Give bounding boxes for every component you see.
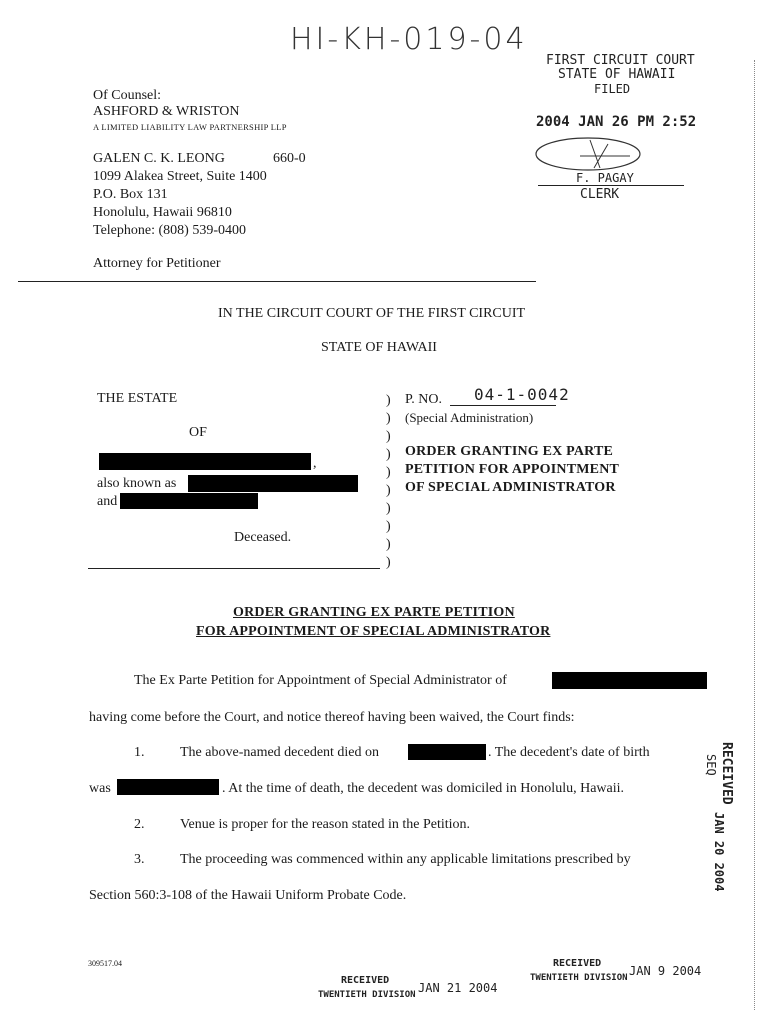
footer-stamp1-line1: RECEIVED [341, 975, 390, 986]
caption-bottom-line [88, 568, 380, 569]
item2-text: Venue is proper for the reason stated in the Petition. [180, 817, 471, 832]
caption-of: OF [189, 425, 207, 440]
firm-type: A LIMITED LIABILITY LAW PARTNERSHIP LLP [93, 122, 287, 132]
filed-stamp-line3: FILED [594, 82, 631, 96]
pno-label: P. NO. [405, 392, 442, 407]
footer-stamp1-line2: TWENTIETH DIVISION [318, 990, 416, 1000]
item1-text-c: was [89, 781, 111, 796]
item3-text-b: Section 560:3-108 of the Hawaii Uniform Probate Code. [89, 888, 407, 903]
redaction-date-of-death [408, 744, 486, 760]
caption-aka: also known as [97, 476, 177, 491]
court-line2: STATE OF HAWAII [321, 340, 437, 355]
footer-stamp2-line1: RECEIVED [553, 958, 602, 969]
divider-line [18, 281, 536, 282]
address-line1: 1099 Alakea Street, Suite 1400 [93, 169, 267, 184]
document-id: 309517.04 [88, 959, 122, 968]
address-line3: Honolulu, Hawaii 96810 [93, 205, 232, 220]
order-heading-line2: FOR APPOINTMENT OF SPECIAL ADMINISTRATOR [196, 624, 551, 639]
footer-stamp2-line2: TWENTIETH DIVISION [530, 973, 628, 983]
pno-value: 04-1-0042 [474, 385, 570, 404]
margin-dotted-line [754, 60, 755, 1010]
footer-stamp2-date: JAN 9 2004 [629, 964, 702, 978]
attorney-number: 660-0 [273, 151, 306, 166]
redaction-and-name [120, 493, 258, 509]
redaction-petition-name [552, 672, 707, 689]
filed-stamp-line1: FIRST CIRCUIT COURT [546, 53, 695, 68]
redaction-aka-name [188, 475, 358, 492]
intro-line2: having come before the Court, and notice thereof having been waived, the Court finds: [89, 710, 575, 725]
attorney-role: Attorney for Petitioner [93, 256, 221, 271]
special-administration: (Special Administration) [405, 410, 534, 425]
caption-title1: ORDER GRANTING EX PARTE [405, 444, 614, 459]
firm-name: ASHFORD & WRISTON [93, 104, 240, 119]
court-line1: IN THE CIRCUIT COURT OF THE FIRST CIRCUIT [218, 306, 526, 321]
side-stamp-date: JAN 20 2004 [712, 812, 726, 892]
caption-estate: THE ESTATE [97, 391, 178, 406]
filed-stamp-line2: STATE OF HAWAII [558, 67, 676, 82]
intro-line1: The Ex Parte Petition for Appointment of Special Administrator of [134, 673, 507, 688]
side-stamp-line2: SEQ [704, 754, 718, 776]
signer-line [538, 185, 684, 186]
redaction-date-of-birth [117, 779, 219, 795]
caption-deceased: Deceased. [234, 530, 292, 545]
handwritten-case-number: HI-KH-019-04 [290, 22, 528, 57]
item2-number: 2. [134, 817, 145, 832]
caption-title3: OF SPECIAL ADMINISTRATOR [405, 480, 616, 495]
filed-stamp-signer: F. PAGAY [576, 171, 634, 185]
caption-title2: PETITION FOR APPOINTMENT [405, 462, 620, 477]
caption-comma: , [313, 456, 317, 471]
item1-number: 1. [134, 745, 145, 760]
side-stamp-line1: RECEIVED [719, 742, 734, 805]
caption-and: and [97, 494, 118, 509]
telephone: Telephone: (808) 539-0400 [93, 223, 246, 238]
attorney-name: GALEN C. K. LEONG [93, 151, 225, 166]
redaction-decedent-name [99, 453, 311, 470]
item1-text-a: The above-named decedent died on [180, 745, 380, 760]
item1-text-d: . At the time of death, the decedent was domiciled in Honolulu, Hawaii. [222, 781, 625, 796]
item3-text-a: The proceeding was commenced within any applicable limitations prescribed by [180, 852, 631, 867]
item3-number: 3. [134, 852, 145, 867]
order-heading-line1: ORDER GRANTING EX PARTE PETITION [233, 605, 515, 620]
address-line2: P.O. Box 131 [93, 187, 168, 202]
footer-stamp1-date: JAN 21 2004 [418, 981, 498, 995]
counsel-heading: Of Counsel: [93, 88, 162, 103]
pno-underline [450, 405, 556, 406]
filed-stamp-role: CLERK [580, 187, 620, 202]
item1-text-b: . The decedent's date of birth [488, 745, 650, 760]
filed-stamp-datetime: 2004 JAN 26 PM 2:52 [536, 114, 697, 130]
